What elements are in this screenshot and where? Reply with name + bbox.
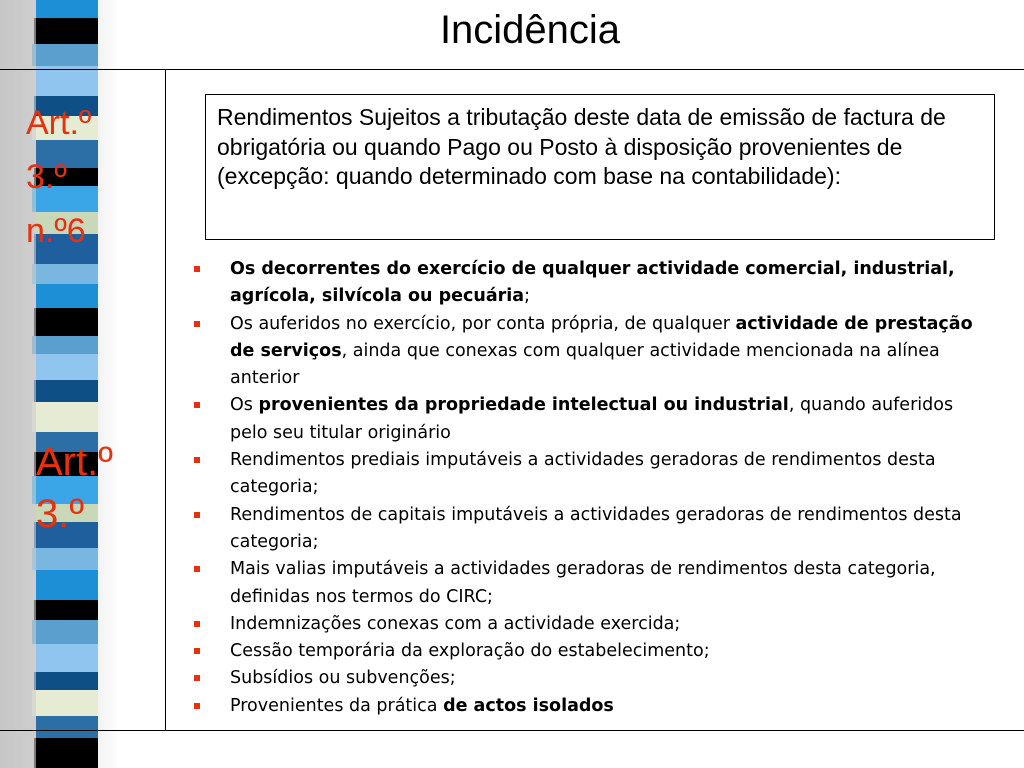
square-bullet-icon <box>194 266 200 272</box>
taxable-income-text-box <box>205 94 995 240</box>
list-item <box>186 447 986 502</box>
list-item-text: Cessão temporária da exploração do estabelecimento; <box>230 641 710 662</box>
square-bullet-icon <box>194 512 200 518</box>
list-item <box>186 556 986 611</box>
list-item-text: Provenientes da prática <box>230 695 444 716</box>
top-divider-line <box>0 69 1024 70</box>
square-bullet-icon <box>194 648 200 654</box>
list-item-text: Os auferidos no exercício, por conta própria, de qualquer <box>230 313 736 334</box>
square-bullet-icon <box>194 621 200 627</box>
list-item-bold-text: de actos isolados <box>443 695 614 716</box>
list-item-text: Os <box>230 395 259 416</box>
list-item <box>186 638 986 665</box>
left-column-divider <box>165 70 166 730</box>
article-reference-2: Art.º 3.º <box>36 440 113 536</box>
list-item-text: ; <box>524 286 530 307</box>
list-item-bold-text: Os decorrentes do exercício de qualquer actividade comercial, industrial, agrícola, silvícola ou pecuária <box>230 259 955 307</box>
income-sources-list <box>186 256 986 720</box>
list-item <box>186 693 986 720</box>
list-item-text: Rendimentos de capitais imputáveis a actividades geradoras de rendimentos desta categoria; <box>230 504 962 552</box>
list-item-text: Indemnizações conexas com a actividade exercida; <box>230 613 681 634</box>
list-item <box>186 611 986 638</box>
list-item-text: Rendimentos prediais imputáveis a actividades geradoras de rendimentos desta categoria; <box>230 450 936 498</box>
taxable-income-definition: Rendimentos Sujeitos a tributação deste data de emissão de factura de obrigatória ou quando Pago ou Posto à disposição provenientes de (excepção: quando determinado com base na contabilidade): <box>217 104 946 189</box>
list-item <box>186 311 986 393</box>
square-bullet-icon <box>194 321 200 327</box>
article-reference-1: Art.º 3.º n.º6 <box>26 104 92 250</box>
square-bullet-icon <box>194 457 200 463</box>
slide-title: Incidência <box>439 8 621 52</box>
list-item-bold-text: provenientes da propriedade intelectual ou industrial <box>258 395 789 416</box>
list-item-text: Mais valias imputáveis a actividades geradoras de rendimentos desta categoria, definidas nos termos do CIRC; <box>230 559 936 607</box>
list-item-text: , quando auferidos pelo seu titular originário <box>230 395 954 443</box>
list-item <box>186 256 986 311</box>
list-item <box>186 392 986 447</box>
list-item-text: , ainda que conexas com qualquer actividade mencionada na alínea anterior <box>230 340 940 389</box>
bottom-divider-line <box>0 730 1024 731</box>
square-bullet-icon <box>194 675 200 681</box>
list-item <box>186 665 986 692</box>
list-item <box>186 502 986 557</box>
square-bullet-icon <box>194 703 200 709</box>
list-item-bold-text: actividade de prestação de serviços <box>230 313 973 361</box>
list-item-text: Subsídios ou subvenções; <box>230 668 456 689</box>
square-bullet-icon <box>194 566 200 572</box>
square-bullet-icon <box>194 402 200 408</box>
